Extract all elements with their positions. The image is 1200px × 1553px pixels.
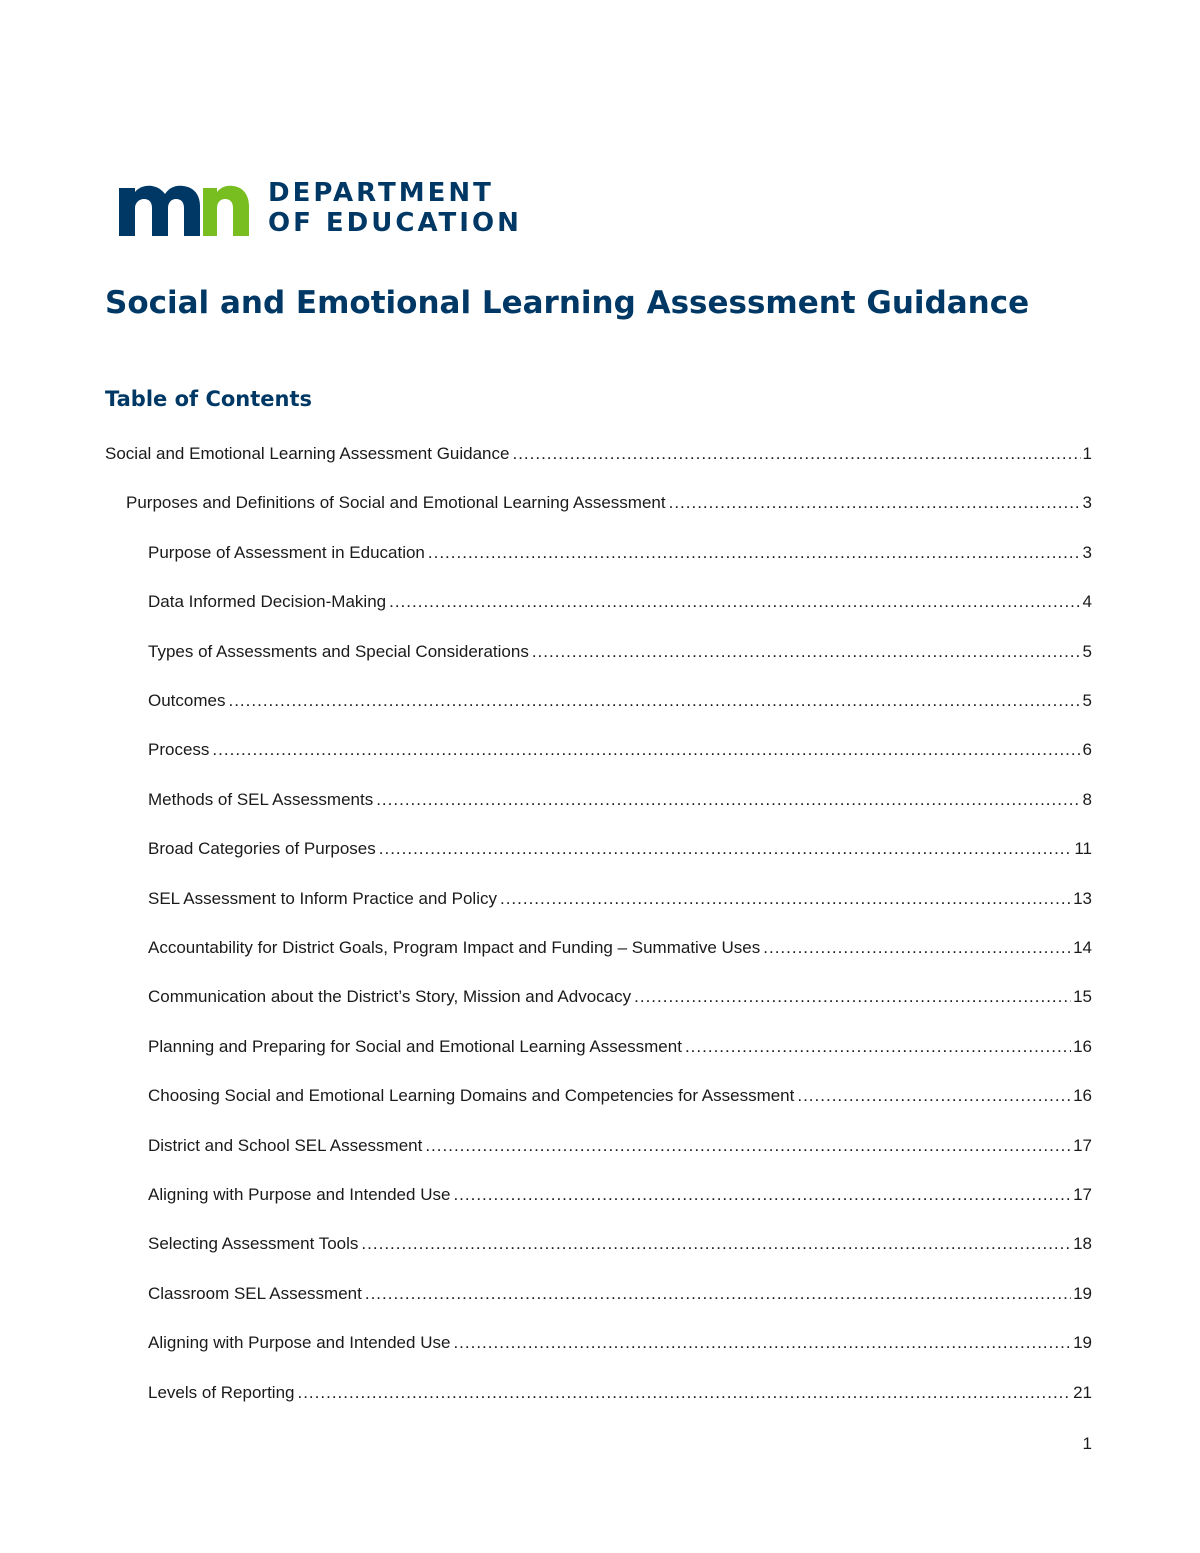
toc-entry[interactable] bbox=[148, 786, 1092, 814]
department-logo bbox=[117, 178, 557, 240]
toc-entry-title: District and School SEL Assessment bbox=[148, 1135, 423, 1155]
toc-entry-title: Choosing Social and Emotional Learning Domains and Competencies for Assessment bbox=[148, 1086, 795, 1106]
toc-entry[interactable] bbox=[148, 1181, 1092, 1209]
toc-dot-leader bbox=[212, 736, 1080, 764]
toc-entry-title: Data Informed Decision-Making bbox=[148, 592, 387, 612]
toc-dot-leader bbox=[634, 983, 1071, 1011]
toc-entry-title: Classroom SEL Assessment bbox=[148, 1283, 362, 1303]
toc-entry[interactable] bbox=[148, 1132, 1092, 1160]
toc-entry[interactable] bbox=[148, 1280, 1092, 1308]
toc-entry[interactable] bbox=[126, 489, 1092, 517]
toc-entry[interactable] bbox=[148, 1329, 1092, 1357]
toc-dot-leader bbox=[669, 489, 1081, 517]
toc-entry-title: Aligning with Purpose and Intended Use bbox=[148, 1185, 451, 1204]
toc-entry[interactable] bbox=[148, 588, 1092, 616]
toc-entry[interactable] bbox=[148, 835, 1092, 863]
toc-entry-title: Social and Emotional Learning Assessment Guidance bbox=[105, 444, 510, 463]
toc-dot-leader bbox=[379, 835, 1073, 863]
toc-dot-leader bbox=[532, 638, 1081, 666]
toc-entry-page: 17 bbox=[1073, 1185, 1092, 1204]
toc-entry-title: Types of Assessments and Special Considerations bbox=[148, 641, 529, 661]
toc-entry-page: 21 bbox=[1073, 1382, 1092, 1402]
toc-entry-page: 15 bbox=[1073, 987, 1092, 1007]
toc-entry-page: 4 bbox=[1082, 592, 1092, 612]
toc-entry-title: Levels of Reporting bbox=[148, 1382, 295, 1402]
toc-entry-page: 11 bbox=[1074, 839, 1092, 859]
toc-entry-title: Broad Categories of Purposes bbox=[148, 839, 376, 859]
toc-dot-leader bbox=[428, 539, 1081, 567]
toc-entry-page: 18 bbox=[1073, 1234, 1092, 1254]
toc-dot-leader bbox=[797, 1082, 1071, 1110]
page-number: 1 bbox=[1082, 1434, 1092, 1453]
toc-dot-leader bbox=[453, 1181, 1071, 1209]
toc-entry-title: SEL Assessment to Inform Practice and Policy bbox=[148, 888, 497, 908]
mn-logo-icon bbox=[117, 178, 252, 240]
toc-entry-page: 5 bbox=[1082, 641, 1092, 661]
toc-dot-leader bbox=[361, 1230, 1071, 1258]
logo-line-department: DEPARTMENT bbox=[268, 178, 494, 208]
toc-entry-page: 16 bbox=[1073, 1086, 1092, 1106]
toc-entry-title: Purpose of Assessment in Education bbox=[148, 542, 425, 562]
toc-entry[interactable] bbox=[148, 1379, 1092, 1407]
toc-entry-title: Planning and Preparing for Social and Emotional Learning Assessment bbox=[148, 1036, 682, 1056]
toc-dot-leader bbox=[500, 885, 1071, 913]
toc-dot-leader bbox=[425, 1132, 1071, 1160]
toc-entry-page: 19 bbox=[1073, 1283, 1092, 1303]
toc-entry[interactable] bbox=[105, 440, 1092, 468]
toc-dot-leader bbox=[376, 786, 1080, 814]
toc-entry[interactable] bbox=[148, 638, 1092, 666]
toc-dot-leader bbox=[512, 440, 1080, 468]
toc-entry[interactable] bbox=[148, 983, 1092, 1011]
toc-entry-page: 5 bbox=[1082, 691, 1092, 710]
toc-entry-page: 8 bbox=[1082, 789, 1092, 809]
toc-entry-title: Accountability for District Goals, Program Impact and Funding – Summative Uses bbox=[148, 938, 761, 957]
toc-dot-leader bbox=[453, 1329, 1071, 1357]
toc-entry-page: 14 bbox=[1073, 938, 1092, 957]
toc-entry-page: 19 bbox=[1073, 1333, 1092, 1353]
toc-dot-leader bbox=[365, 1280, 1071, 1308]
toc-entry-page: 16 bbox=[1073, 1036, 1092, 1056]
toc-entry-title: Purposes and Definitions of Social and Emotional Learning Assessment bbox=[126, 493, 666, 513]
toc-entry[interactable] bbox=[148, 1033, 1092, 1061]
toc-entry[interactable] bbox=[148, 1082, 1092, 1110]
document-title: Social and Emotional Learning Assessment Guidance bbox=[105, 285, 1030, 321]
toc-dot-leader bbox=[389, 588, 1080, 616]
toc-entry[interactable] bbox=[148, 885, 1092, 913]
toc-entry-title: Process bbox=[148, 740, 210, 760]
toc-entry-title: Communication about the District’s Story, Mission and Advocacy bbox=[148, 987, 632, 1007]
toc-entry-page: 1 bbox=[1082, 444, 1092, 463]
toc-entry[interactable] bbox=[148, 934, 1092, 962]
toc-heading: Table of Contents bbox=[105, 387, 313, 411]
toc-entry[interactable] bbox=[148, 736, 1092, 764]
toc-entry-title: Selecting Assessment Tools bbox=[148, 1234, 359, 1254]
toc-entry[interactable] bbox=[148, 687, 1092, 715]
toc-entry-page: 17 bbox=[1073, 1135, 1092, 1155]
toc-dot-leader bbox=[297, 1379, 1071, 1407]
toc-entry-title: Aligning with Purpose and Intended Use bbox=[148, 1333, 451, 1353]
toc-entry[interactable] bbox=[148, 539, 1092, 567]
toc-entry-page: 3 bbox=[1082, 493, 1092, 513]
toc-dot-leader bbox=[685, 1033, 1071, 1061]
toc-dot-leader bbox=[763, 934, 1071, 962]
toc-entry-title: Outcomes bbox=[148, 691, 226, 710]
toc-dot-leader bbox=[228, 687, 1080, 715]
toc-entry-page: 3 bbox=[1082, 542, 1092, 562]
toc-entry-page: 6 bbox=[1082, 740, 1092, 760]
toc-entry-page: 13 bbox=[1073, 888, 1092, 908]
logo-line-education: OF EDUCATION bbox=[268, 208, 522, 238]
toc-entry-title: Methods of SEL Assessments bbox=[148, 789, 374, 809]
toc-entry[interactable] bbox=[148, 1230, 1092, 1258]
